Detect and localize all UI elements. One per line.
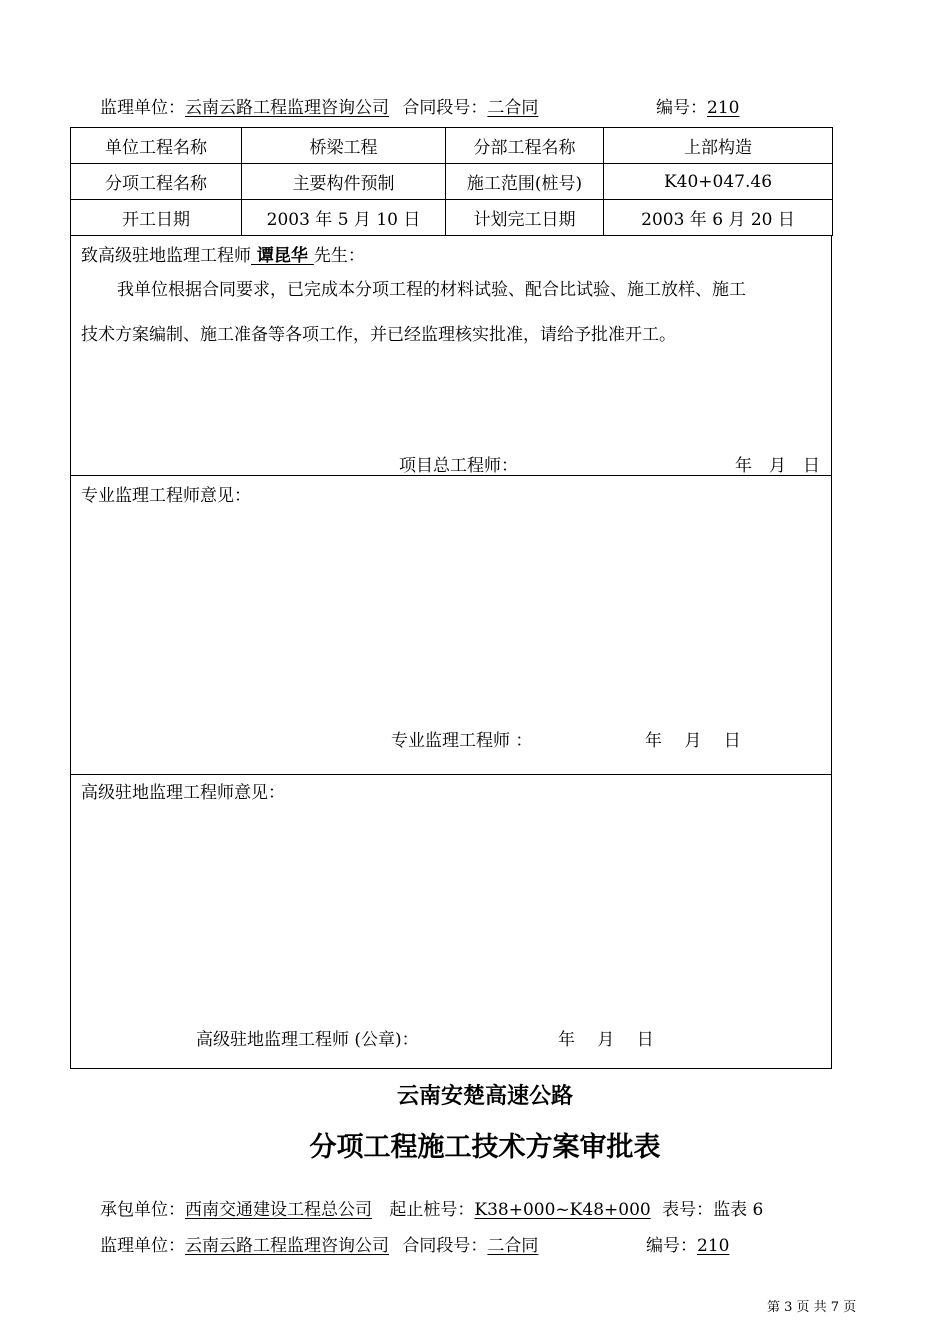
table-cell: 主要构件预制 <box>242 164 446 200</box>
station-label: 起止桩号： <box>389 1200 475 1220</box>
engineer-name: 谭昆华 <box>251 246 314 266</box>
contractor-value: 西南交通建设工程总公司 <box>185 1200 372 1220</box>
request-body-line1: 我单位根据合同要求，已完成本分项工程的材料试验、配合比试验、施工放样、施工 <box>117 280 746 300</box>
specialist-opinion-title: 专业监理工程师意见： <box>81 486 251 506</box>
contract-label: 合同段号： <box>402 98 488 118</box>
request-date-label: 年 月 日 <box>735 456 820 476</box>
specialist-opinion-section <box>70 475 832 775</box>
salutation-suffix: 先生： <box>313 246 365 266</box>
station-value: K38+000~K48+000 <box>474 1200 651 1220</box>
senior-opinion-title: 高级驻地监理工程师意见： <box>81 783 285 803</box>
table-cell: 分项工程名称 <box>71 164 242 200</box>
number-label: 编号： <box>646 1236 697 1256</box>
request-section <box>70 235 832 476</box>
table-cell: 单位工程名称 <box>71 128 242 164</box>
next-page-form-title: 分项工程施工技术方案审批表 <box>309 1132 661 1163</box>
contract-value: 二合同 <box>487 1236 539 1256</box>
senior-opinion-section <box>70 774 832 1069</box>
next-number-field <box>646 1231 729 1256</box>
top-header <box>100 93 538 118</box>
contractor-label: 承包单位： <box>100 1200 185 1220</box>
specialist-sign-label: 专业监理工程师 ： <box>391 731 533 751</box>
form-number: 表号：监表 6 <box>662 1200 764 1220</box>
number-field <box>656 93 739 118</box>
table-cell: 2003 年 5 月 10 日 <box>242 200 446 236</box>
table-cell: K40+047.46 <box>604 164 833 200</box>
table-cell: 计划完工日期 <box>446 200 604 236</box>
supervisor-value: 云南云路工程监理咨询公司 <box>185 1236 389 1256</box>
contractor-line <box>100 1195 763 1220</box>
table-row <box>71 200 833 236</box>
page-number: 第 3 页 共 7 页 <box>767 1300 857 1315</box>
next-supervisor-line <box>100 1231 538 1256</box>
request-body-line2: 技术方案编制、施工准备等各项工作，并已经监理核实批准，请给予批准开工。 <box>81 325 676 345</box>
chief-engineer-sign-label: 项目总工程师： <box>399 456 518 476</box>
table-cell: 开工日期 <box>71 200 242 236</box>
table-cell: 上部构造 <box>604 128 833 164</box>
salutation-prefix: 致高级驻地监理工程师 <box>81 246 251 266</box>
table-cell: 施工范围(桩号) <box>446 164 604 200</box>
number-value: 210 <box>697 1236 730 1256</box>
specialist-date-label: 年 月 日 <box>645 731 741 751</box>
number-label: 编号： <box>656 98 707 118</box>
next-page-title: 云南安楚高速公路 <box>396 1083 573 1109</box>
contract-label: 合同段号： <box>402 1236 488 1256</box>
table-cell: 桥梁工程 <box>242 128 446 164</box>
salutation <box>81 241 365 266</box>
table-cell: 分部工程名称 <box>446 128 604 164</box>
table-row <box>71 164 833 200</box>
table-row <box>71 128 833 164</box>
contract-value: 二合同 <box>487 98 539 118</box>
number-value: 210 <box>707 98 740 118</box>
supervisor-label: 监理单位： <box>100 98 185 118</box>
supervisor-value: 云南云路工程监理咨询公司 <box>185 98 389 118</box>
supervisor-label: 监理单位： <box>100 1236 185 1256</box>
info-table <box>70 127 833 236</box>
senior-sign-label: 高级驻地监理工程师 (公章)： <box>196 1030 419 1050</box>
table-cell: 2003 年 6 月 20 日 <box>604 200 833 236</box>
senior-date-label: 年 月 日 <box>558 1030 654 1050</box>
